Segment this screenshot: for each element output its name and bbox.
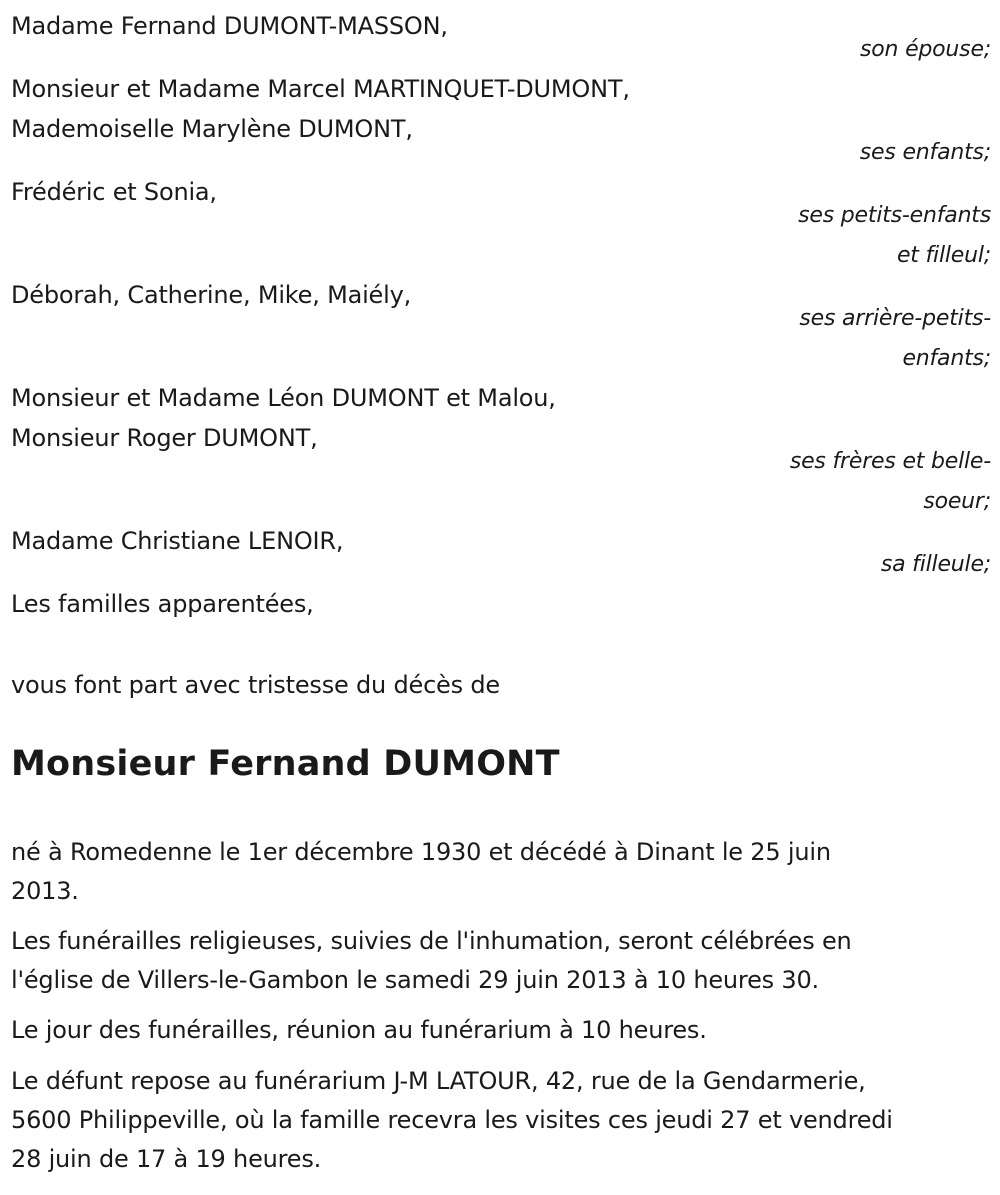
sibling-name: Monsieur et Madame Léon DUMONT et Malou, (11, 384, 556, 412)
great-grandchildren-relation: enfants; (902, 346, 991, 371)
great-grandchildren-relation: ses arrière-petits- (799, 306, 991, 331)
spouse-relation: son épouse; (860, 37, 991, 62)
goddaughter-relation: sa filleule; (880, 552, 991, 577)
birth-death-line: né à Romedenne le 1er décembre 1930 et décédé à Dinant le 25 juin (11, 838, 831, 866)
sibling-name: Monsieur Roger DUMONT, (11, 424, 318, 452)
siblings-relation: soeur; (923, 489, 991, 514)
child-name: Monsieur et Madame Marcel MARTINQUET-DUMONT, (11, 75, 630, 103)
meeting-info: Le jour des funérailles, réunion au funérarium à 10 heures. (11, 1016, 707, 1044)
grandchildren-names: Frédéric et Sonia, (11, 178, 217, 206)
grandchildren-relation: et filleul; (896, 243, 991, 268)
visitation-info-line: 5600 Philippeville, où la famille recevra les visites ces jeudi 27 et vendredi (11, 1106, 893, 1134)
spouse-name: Madame Fernand DUMONT-MASSON, (11, 12, 448, 40)
related-families: Les familles apparentées, (11, 590, 314, 618)
deceased-name: Monsieur Fernand DUMONT (11, 744, 560, 784)
great-grandchildren-names: Déborah, Catherine, Mike, Maiély, (11, 281, 412, 309)
goddaughter-name: Madame Christiane LENOIR, (11, 527, 344, 555)
children-relation: ses enfants; (859, 140, 991, 165)
visitation-info-line: Le défunt repose au funérarium J-M LATOUR, 42, rue de la Gendarmerie, (11, 1067, 866, 1095)
siblings-relation: ses frères et belle- (789, 449, 991, 474)
grandchildren-relation: ses petits-enfants (798, 203, 991, 228)
birth-death-line: 2013. (11, 877, 79, 905)
visitation-info-line: 28 juin de 17 à 19 heures. (11, 1145, 322, 1173)
funeral-info-line: Les funérailles religieuses, suivies de l'inhumation, seront célébrées en (11, 927, 852, 955)
funeral-info-line: l'église de Villers-le-Gambon le samedi 29 juin 2013 à 10 heures 30. (11, 966, 819, 994)
child-name: Mademoiselle Marylène DUMONT, (11, 115, 413, 143)
announcement-intro: vous font part avec tristesse du décès de (11, 671, 500, 699)
